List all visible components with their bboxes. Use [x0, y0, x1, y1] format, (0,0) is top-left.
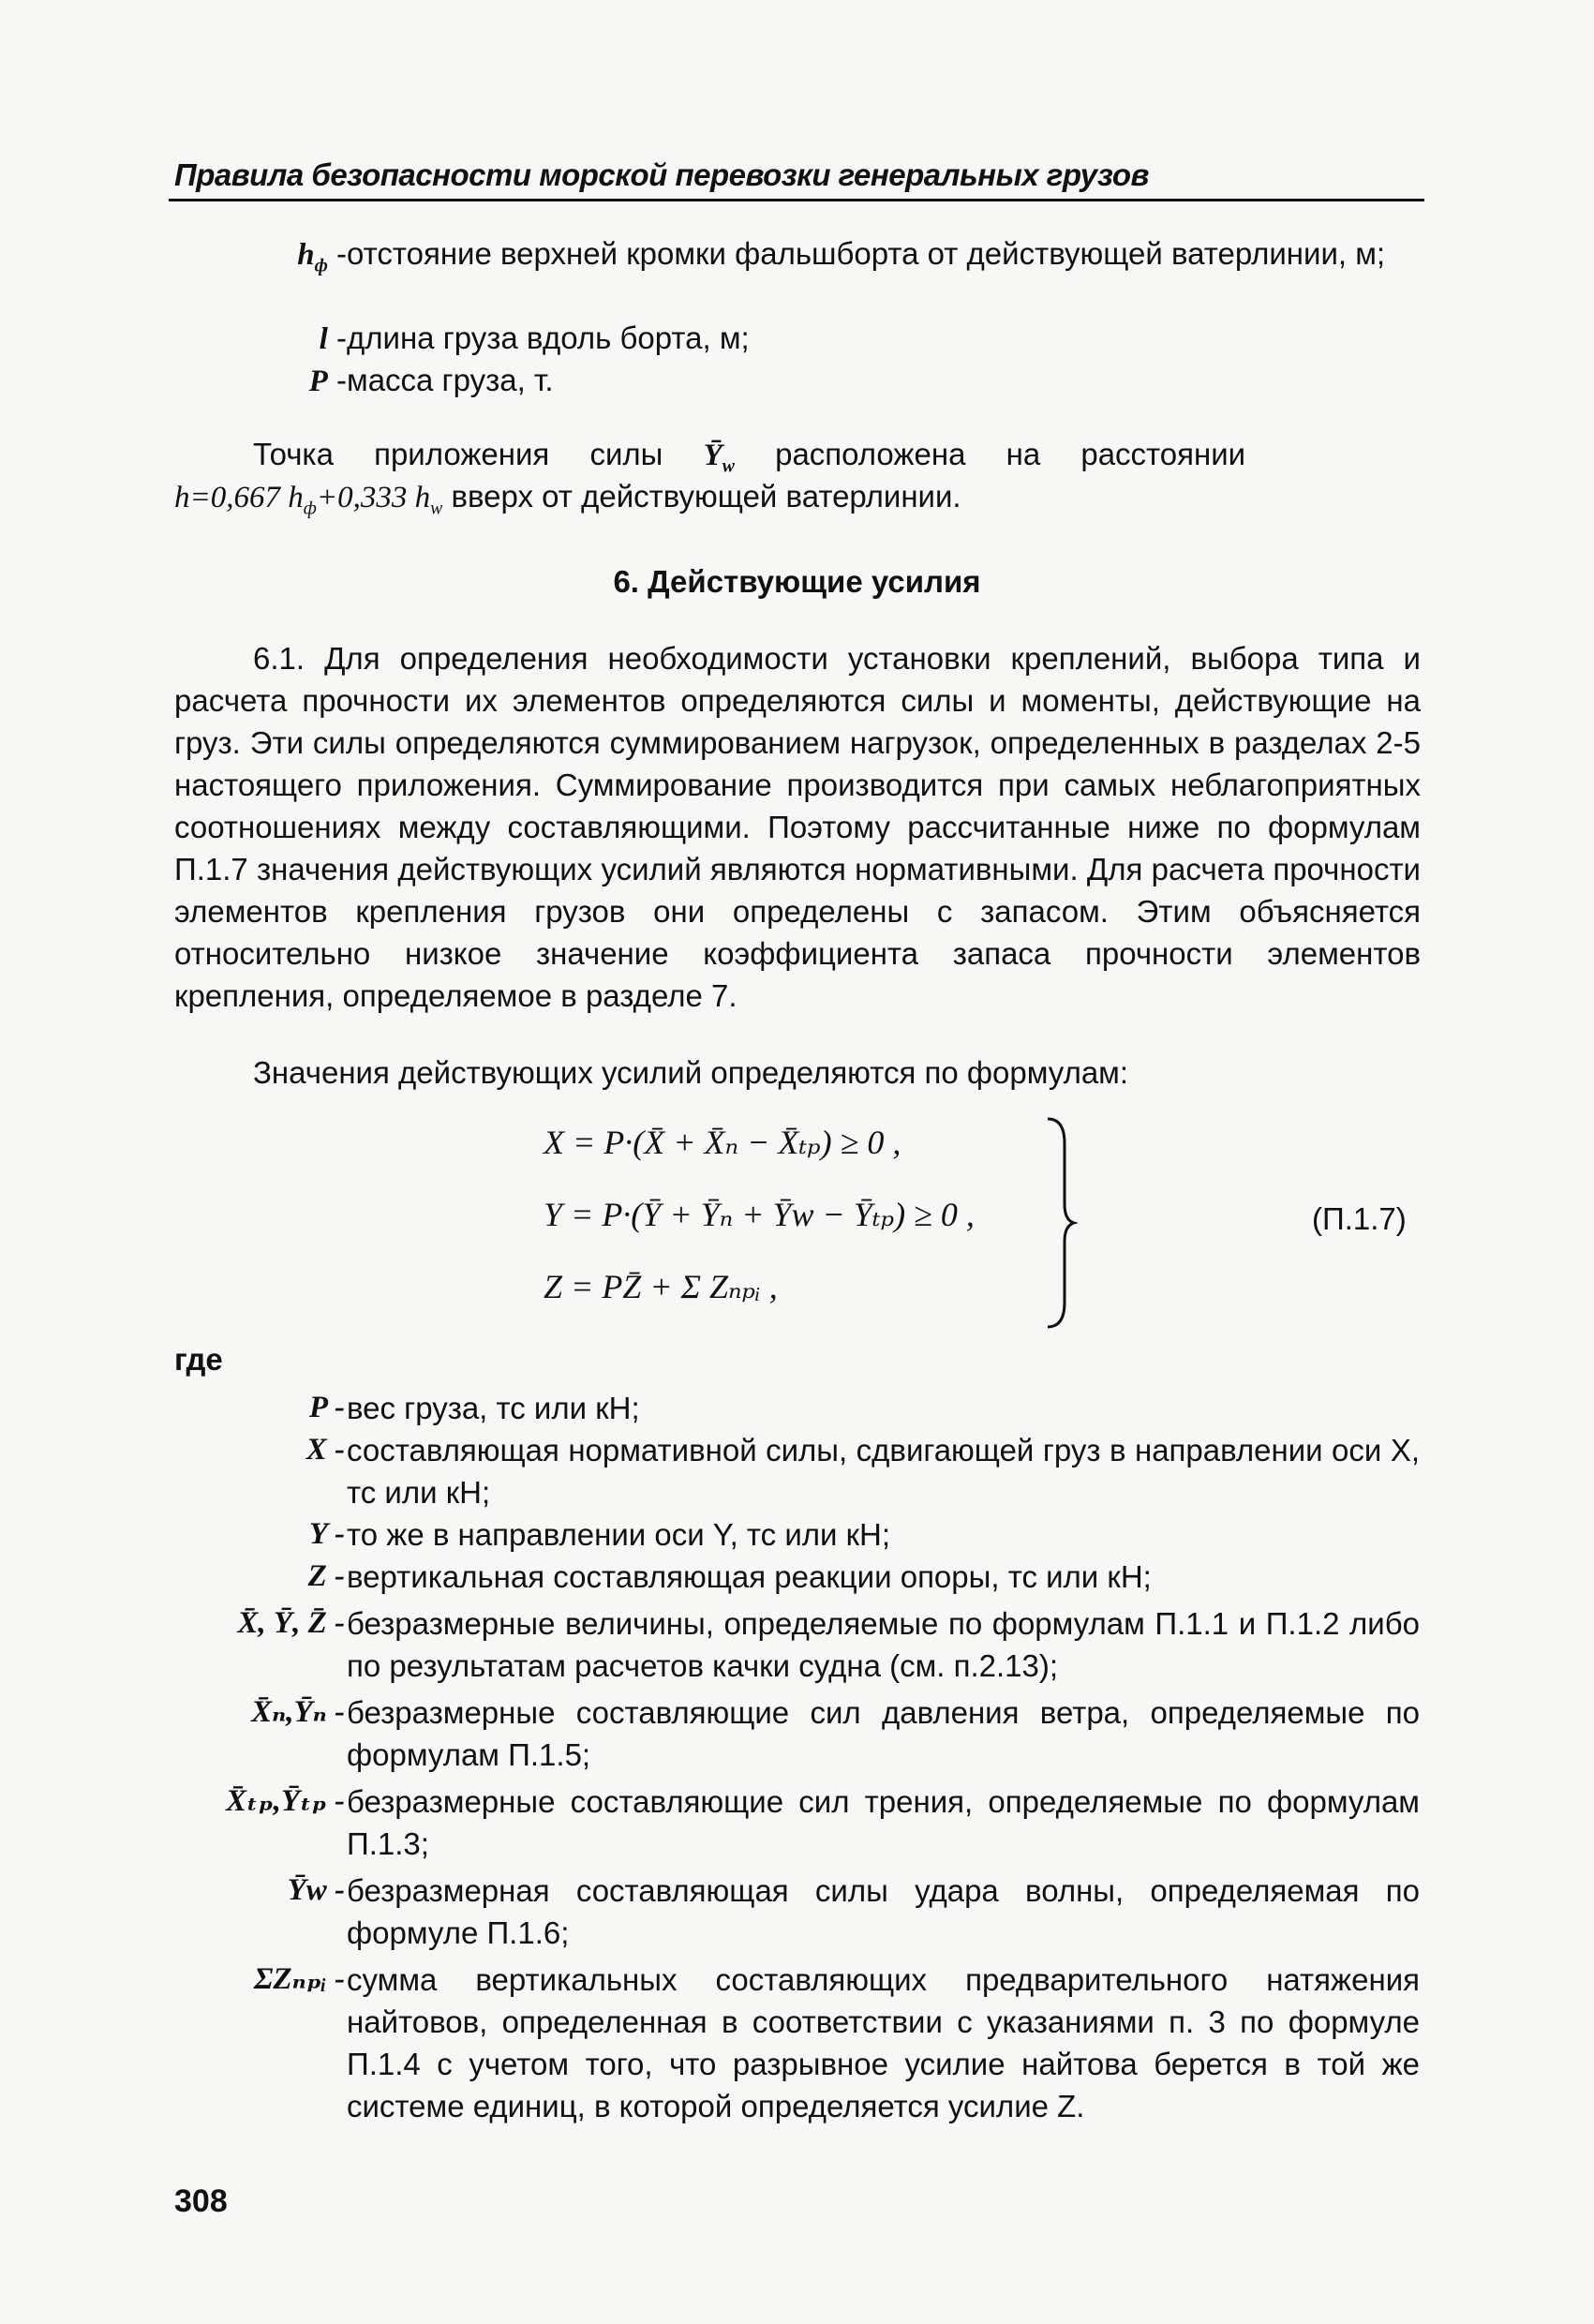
- def-text-l: длина груза вдоль борта, м;: [347, 320, 750, 355]
- def-symbol-sum-z: ΣZₙₚᵢ -: [254, 1962, 345, 1996]
- where-label: где: [174, 1342, 223, 1377]
- def-text-sum-z: сумма вертикальных составляющих предварительного натяжения найтовов, определенная в соответствии с указаниями п. 3 по формуле П.1.4 с учетом того, что разрывное усилие найтова берется в той же системе единиц, в которой определяется усилие Z.: [347, 1962, 1420, 2123]
- def-text-wind: безразмерные составляющие сил давления ветра, определяемые по формулам П.1.5;: [347, 1695, 1420, 1772]
- formula-x: X = P·(X̄ + X̄ₙ − X̄ₜₚ) ≥ 0 ,: [544, 1124, 901, 1161]
- def-symbol-xyz-bar: X̄, Ȳ, Z̄ -: [237, 1606, 345, 1640]
- def-text-x: составляющая нормативной силы, сдвигающей груз в направлении оси X, тс или кН;: [347, 1433, 1420, 1510]
- def-text-z: вертикальная составляющая реакции опоры, тс или кН;: [347, 1559, 1152, 1594]
- formula-y: Y = P·(Ȳ + Ȳₙ + Ȳw − Ȳₜₚ) ≥ 0 ,: [544, 1196, 975, 1233]
- def-text-xyz-bar: безразмерные величины, определяемые по формулам П.1.1 и П.1.2 либо по результатам расчетов качки судна (см. п.2.13);: [347, 1606, 1420, 1683]
- formula-right-brace: [1040, 1115, 1078, 1331]
- def-symbol-p: P -: [308, 1391, 345, 1424]
- paragraph-6-1: 6.1. Для определения необходимости установки креплений, выбора типа и расчета прочности их элементов определяются силы и моменты, действующие на груз. Эти силы определяются суммированием нагрузок, определенных в разделах 2-5 настоящего приложения. Суммирование производится при самых неблагоприятных соотношениях между составляющими. Поэтому рассчитанные ниже по формулам П.1.7 значения действующих усилий являются нормативными. Для расчета прочности элементов крепления грузов они определены с запасом. Этим объясняется относительно низкое значение коэффициента запаса прочности элементов крепления, определяемое в разделе 7.: [174, 641, 1421, 1013]
- def-symbol-y: Y -: [308, 1517, 345, 1551]
- formulas-intro: Значения действующих усилий определяются по формулам:: [253, 1055, 1129, 1090]
- def-symbol-wind: X̄ₙ,Ȳₙ -: [251, 1695, 345, 1729]
- def-text-y: то же в направлении оси Y, тс или кН;: [347, 1517, 891, 1552]
- running-header: Правила безопасности морской перевозки генеральных грузов: [174, 157, 1149, 192]
- formula-z: Z = PZ̄ + Σ Zₙₚᵢ ,: [544, 1268, 778, 1305]
- def-symbol-z: Z -: [307, 1559, 345, 1593]
- def-symbol-l: l -: [319, 320, 347, 356]
- section-title: 6. Действующие усилия: [613, 564, 981, 599]
- def-symbol-wave: Ȳw -: [287, 1873, 345, 1907]
- def-text-friction: безразмерные составляющие сил трения, определяемые по формулам П.1.3;: [347, 1784, 1420, 1861]
- header-rule: [169, 199, 1424, 201]
- point-line-2: h=0,667 $h_ф+0,333$ $h_w$ вверх от действующей ватерлинии.: [174, 479, 961, 519]
- point-line-1: Точка приложения силы $Ȳ_w$ расположена на расстоянии: [253, 437, 1246, 477]
- def-symbol-p-mass: P -: [308, 363, 347, 398]
- formula-label: (П.1.7): [1312, 1201, 1407, 1236]
- def-symbol-friction: X̄ₜₚ,Ȳₜₚ -: [225, 1784, 345, 1818]
- def-symbol-h-f: $h_ф$ -: [297, 236, 347, 276]
- def-text-wave: безразмерная составляющая силы удара волны, определяемая по формуле П.1.6;: [347, 1873, 1420, 1950]
- def-text-p: вес груза, тс или кН;: [347, 1391, 640, 1425]
- def-text-h-f: отстояние верхней кромки фальшборта от действующей ватерлинии, м;: [347, 236, 1386, 271]
- page-number: 308: [174, 2183, 228, 2219]
- def-symbol-x: X -: [305, 1433, 345, 1467]
- def-text-p-mass: масса груза, т.: [347, 363, 554, 397]
